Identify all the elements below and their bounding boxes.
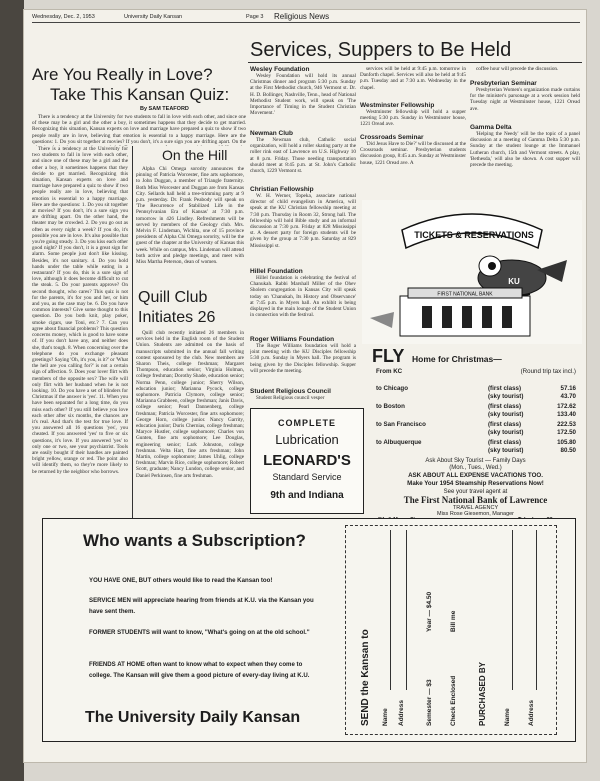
love-body: There is a tendency at the University for two students to fall in love with each other, and since one of these may be a girl and the other a boy, it sometimes happens that they decide to get married. Recognizing this situation, Kansan experts on love and marriage have prepared a quiz to show if two people really are in love, believing that emotion is essential to a happy marriage. Here are the questions: 1. Do you sit together at movies? If you don't, it's a sure sign you are drifting apart. On the other hand, the theater may be crowded. 2. Do you go out as often as every night a week? If you do, it's possible you are in love. It's also possible that you're going steady. 3. Do you kiss each other good night? If you don't, it is a great sign for alarm. Some people just don't like kissing. Besides, it's not sanitary. 4. Do you hold hands under the table while eating in a restaurant? If you do, this is a sure sign of love, although it does become difficult to cut the steak. 5. Do your parents approve? On second thought, who cares? This quiz is not for the parents, it's for you and her, or him and you, as the case may be. 6. Do you have common interests? Give some thought to this question. Do you both knit, play poker, smoke cigars, use Toni, etc.? 7. Can you agree about financial problems? This question concerns money, which is good to have some of. If you don't have any, and neither does she, that's tough. 8. When concerning over the telephone do you exchange pleasant greetings? Saying 'Oh, it's you, is it?' or 'What the hell are you calling for?' is not a certain sign of affection. 9. Does your lover flirt with members of the opposite sex? The wife will only flirt with her husband when he is not looking. 10. Do you have a set of blinders for Christmas if the answer is 'yes'. 11. When you have been separated for a long time, do you miss each other? If you still believe you love each other after six months, the chances are it's real. And that's the test for true love. If you answered all 16 questions 'yes', you cheated. If you answered 'yes' to five or six questions, it's love. If you answered 'yes' to only one or two, see your psychiatrist. Tools are easily bought if their handles are painted bright yellow, orange or red. The point also will identify them, so they're more likely to be returned by the neighbor who borrows. bbox=[32, 146, 128, 475]
form-line bbox=[512, 530, 513, 690]
subscription-form[interactable] bbox=[345, 525, 557, 735]
form-name: Name bbox=[382, 708, 389, 726]
lubrication-ad bbox=[250, 408, 364, 514]
cartoon-illustration bbox=[362, 200, 582, 344]
fare-row: to San Francisco (first class) 222.53 bbox=[376, 421, 576, 428]
lube-line2: Lubrication bbox=[275, 432, 339, 447]
subscription-p4: FRIENDS AT HOME often want to know what to expect when they come to college. The Kansan will give them a good picture of every-day living at K.U. bbox=[89, 661, 310, 679]
binding-spine bbox=[0, 0, 24, 781]
hill-title: On the Hill bbox=[162, 147, 228, 163]
form-year[interactable]: Year — $4.50 bbox=[426, 591, 433, 632]
form-line bbox=[536, 530, 537, 690]
page-header bbox=[32, 12, 580, 23]
cartoon-bird-mark: KU bbox=[508, 277, 520, 286]
form-address2: Address bbox=[528, 699, 535, 726]
bank-name: The First National Bank of Lawrence bbox=[403, 495, 548, 505]
subscription-ad bbox=[42, 518, 576, 742]
fare-row: (sky tourist) 133.40 bbox=[488, 411, 576, 418]
fly-ask4: Make Your 1954 Steamship Reservations Now! bbox=[407, 480, 544, 487]
love-subtitle: Take This Kansan Quiz: bbox=[50, 85, 230, 104]
fare-row: (sky tourist) 80.50 bbox=[488, 447, 576, 454]
form-check[interactable]: Check Enclosed bbox=[450, 675, 457, 726]
form-semester[interactable]: Semester — $3 bbox=[426, 679, 433, 726]
fly-ask2: (Mon., Tues., Wed.) bbox=[449, 465, 502, 471]
quill-title: Quill Club bbox=[138, 289, 208, 306]
fly-title: FLY bbox=[372, 346, 405, 366]
lube-line5: 9th and Indiana bbox=[270, 490, 344, 501]
fare-row: to Chicago (first class) 57.16 bbox=[376, 385, 576, 392]
fly-from: From KC bbox=[376, 368, 403, 375]
header-page: Page 3 bbox=[246, 14, 264, 20]
header-section: Religious News bbox=[274, 12, 330, 21]
love-byline: By SAM TEAFORD bbox=[140, 106, 189, 112]
cartoon-building-sign: FIRST NATIONAL BANK bbox=[437, 291, 493, 298]
header-date: Wednesday, Dec. 2, 1953 bbox=[32, 14, 95, 20]
form-bill[interactable]: Bill me bbox=[450, 610, 457, 632]
fly-ask5: See your travel agent at bbox=[443, 489, 508, 495]
subscription-p2: SERVICE MEN will appreciate hearing from friends at K.U. via the Kansan you have sent them. bbox=[89, 597, 314, 615]
quill-subtitle: Initiates 26 bbox=[138, 309, 216, 326]
quill-body: Quill club recently initiated 26 members in services held in the English room of the Student Union. Students are admitted on the basis of manuscripts submitted in the annual fall writing contest sponsored by the club. New members are Sharon Theis, college freshman; Margaret Thompson, education senior; Virginia Holman, college freshman; Dorothy Shade, education senior; Norma Penn, college junior; Sherry Wilson, education junior; Marianna Pycock, college sophomore. Patricia Clymore, college senior; Marianna Grabbeen, college freshman; Janis Davis, college senior; Pearl Dannenberg, college freshman; Patricia Worcester, fine arts sophomore; George Horn, college junior. Nancy Garrity, education junior; Duris Chernias, college freshman; Maryce Hustler, college sophomore; Charles von Gunten, fine arts sophomore; Lee Douglas, engineering senior; Lark Johnston, college freshman. Velta Hart, fine arts freshman; John Martin, college sophomore; James Uhlig, college freshman; Marvin Rice, college sophomore; Robert Scott, graduate; Nancy Lundon, college senior, and Daniel Perkinsen, fine arts freshman. bbox=[136, 330, 244, 479]
love-intro: There is a tendency at the University for two students to fall in love with each other, and since one of these may be a girl and the other a boy, it sometimes happens that they decide to get married. Recognizing this situation, Kansan experts on love and marriage have prepared a quiz to show if two people really are in love, believing that emotion is essential to a happy marriage. Here are the questions: 1. Do you sit together at movies? If you don't, it's a sure sign you are drifting apart. On the bbox=[32, 114, 246, 145]
header-paper: University Daily Kansan bbox=[124, 14, 183, 20]
form-name2: Name bbox=[504, 708, 511, 726]
lube-line4: Standard Service bbox=[272, 472, 342, 482]
form-address: Address bbox=[398, 699, 405, 726]
fare-row: to Albuquerque (first class) 105.80 bbox=[376, 439, 576, 446]
subscription-p3: FORMER STUDENTS will want to know, "What's going on at the old school." bbox=[89, 629, 310, 636]
form-line bbox=[390, 530, 391, 690]
bank-agency: TRAVEL AGENCY bbox=[452, 505, 499, 511]
newspaper-page: Wednesday, Dec. 2, 1953 University Daily Kansan Page 3 Religious News Are You Really in Love? Take This Kansan Quiz: By SAM TEAFORD There is a tendency at the University for two students to fall in love with each other, and since one of these may be a girl and the other a boy, it sometimes happens that they decide to get married. Recognizing this situation, Kansan experts on love and marriage have prepared a quiz to show if two people really are in love, believing that emotion is essential to a happy marriage. Here are the questions: 1. Do you sit together at movies? If you don't, it's a sure sign you are drifting apart. On the There is a tendency at the University for two students to fall in love with each other, and since one of these may be a girl and the other a boy, it sometimes happens that they decide to get married. Recognizing this situation, Kansan experts on love and marriage have prepared a quiz to show if two people really are in love, believing that emotion is essential to a happy marriage. Here are the questions: 1. Do you sit together at movies? If you don't, it's a sure sign you are drifting apart. On the other hand, the theater may be crowded. 2. Do you go out as often as every night a week? If you do, it's possible you are in love. It's also possible that you're going steady. 3. Do you kiss each other good night? If you don't, it is a great sign for alarm. Some people just don't like kissing. Besides, it's not sanitary. 4. Do you hold hands under the table while eating in a restaurant? If you do, this is a sure sign of love, although it does become difficult to cut the steak. 5. Do your parents approve? On second thought, who cares? This quiz is not for the parents, it's for you and her, or him and you, as the case may be. 6. Do you have common interests? Give some thought to this question. Do you both knit, play poker, smoke cigars, use Toni, etc.? 7. Can you agree about financial problems? This question concerns money, which is good to have some of. If you don't have any, and neither does she, that's tough. 8. When concerning over the telephone do you exchange pleasant greetings? Saying 'Oh, it's you, is it?' or 'What the hell are you calling for?' is not a certain sign of affection. 9. Does your lover flirt with members of the opposite sex? The wife will only flirt with her husband when he is not looking. 10. Do you have a set of blinders for Christmas if the answer is 'yes'. 11. When you have been separated for a long time, do you miss each other? If you still believe you love each other after six months, the chances are it's real. And that's the test for true love. If you answered all 16 questions 'yes', you cheated. If you answered 'yes' to five or six questions, it's love. If you answered 'yes' to only one or two, see your psychiatrist. Tools are easily bought if their handles are painted bright yellow, orange or red. The point also will identify them, so they're more likely to be returned by the neighbor who borrows. On the Hill Alpha Chi Omega sorority announces the pinning of Patricia Worcester, fine arts sophomore, to John Duggan, a member of Triangle fraternity. Both Miss Worcester and Duggan are from Kansas City. Sellards hall held a tree-trimming party at 9 p.m. yesterday. Dr. Frank Peabody will speak on 'The Recurrence of Stabilized Life in the Pennsylvanian Era of Kansas' at 7:30 p.m. tomorrow in 426 Lindley. Refreshments will be served by members of the Geology club. Mrs. Melvin F. Lindeman, Wichita, one of 15 province presidents of Alpha Chi Omega sorority, will be the guest of the chapter at the University of Kansas this week. While on campus, Mrs. Lindeman will attend both active and pledge meetings, and meet with Miss Martha Peterson, dean of women. Quill Club Initiates 26 Quill club recently initiated 26 members in services held in the English room of the Student Union. Students are admitted on the basis of manuscripts submitted in the annual fall writing contest sponsored by the club. New members are Sharon Theis, college freshman; Margaret Thompson, education senior; Virginia Holman, college freshman; Dorothy Shade, education senior; Norma Penn, college junior; Sherry Wilson, education junior; Marianna Pycock, college sophomore. Patricia Clymore, college senior; Marianna Grabbeen, college freshman; Janis Davis, college senior; Pearl Dannenberg, college freshman; Patricia Worcester, fine arts sophomore; George Horn, college junior. Nancy Garrity, education junior; Duris Chernias, college freshman; Maryce Hustler, college sophomore; Charles von Gunten, fine arts sophomore; Lee Douglas, engineering senior; Lark Johnston, college freshman. Velta Hart, fine arts freshman; John Martin, college sophomore; James Uhlig, college freshman; Marvin Rice, college sophomore; Robert Scott, graduate; Nancy Lundon, college senior, and Daniel Perkinsen, fine arts freshman. Services, Suppers to Be Held Wesley Foundation Wesley Foundation will hold its annual Christmas dinner and program 5:30 p.m. Sunday at the First Methodist church, 946 Vermont st. Dr. H. D. Bollinger, Nashville, Tenn., head of National Methodist Student work, will speak on 'The Importance of Timing in the Student Christian Movement.' Newman Club The Newman club, Catholic social organization, will hold a roller skating party at the roller rink east of Lawrence on U.S. Highway 10 at 8 p.m. Friday. Those needing transportation should meet at 8:45 p.m. at St. John's Catholic church, 1229 Vermont st. Christian Fellowship W. H. Werner, Topeka, associate national director of child evangelism in America, will speak at the KU Christian fellowship meeting at 7:30 p.m. Thursday in Room 32, Strong hall. The fellowship will hold Bible study and an informal discussion at 7:30 p.m. Friday at 828 Mississippi st. A dessert party for foreign students will be given by the group at 7:30 p.m. Saturday at 829 Mississippi st. Hillel Foundation Hillel foundation is celebrating the festival of Chanukah. Rabbi Marshall Miller of the Ohev Sholem congregation in Kansas City will speak today on 'Chanukah, Its History and Observance' at 7:45 p.m. in Myers hall. An exhibit is being displayed in the main lounge of the Student Union in connection with the festival. Roger Williams Foundation The Roger Williams foundation will hold a joint meeting with the KU Disciples fellowship 5:30 p.m. Sunday in Myers hall. The program is being given by the Disciples fellowship. Supper will precede the meeting. Student Religious Council Student Religious council vesper services will be held at 9:45 p.m. tomorrow in Danforth chapel. Services will also be held at 9:45 p.m. Tuesday and at 7:30 a.m. Wednesday in the chapel. Westminster Fellowship Westminster fellowship will hold a supper meeting 5:30 p.m. Sunday in Westminster house, 1221 Oread ave. Crossroads Seminar 'Did Jesus Have to Die?' will be discussed at the Crossroads seminar. Presbyterian students discussion group, 8:45 a.m. Sunday at Westminster house, 1221 Oread ave. A coffee hour will precede the discussion. Presbyterian Seminar Presbyterian Women's organization made curtains for the minister's parsonage at a work session held Tuesday night at Westminster house, 1221 Oread ave. Gamma Delta 'Helping the Needy' will be the topic of a panel discussion at a meeting of Gamma Delta 5:30 p.m. Sunday at the student lounge at the Immanuel Lutheran church, 15th and Vermont streets. A play, 'Bethesda,' will also be shown. A cost supper will precede the meeting. TICKETS & RESERVATIONS KU FIRST NATIONAL BANK COMPLETE Lubrication LEONARD'S Standard Service 9th and Indiana FLY Home for Christmas— From KC (Round trip tax incl.) to Chicago (first class) 57.16 (sky tourist) 43.70 to Boston (first class) 172.62 (sky tourist) 133.40 to San Francisco (first class) 222.53 (sky tourist) 172.50 to Albuquerque (first class) 105.80 (sky tourist) 80.50 Ask About Sky Tourist — Family Days (Mon., Tues., Wed.) ASK ABOUT ALL EXPENSE VACATIONS TOO. Make Your 1954 Steamship Reservations Now! See your travel agent at The First National Bank of Lawrence TRAVEL AGENCY Miss Rose Giesemon, Manager Who wants a Subscription? YOU HAVE ONE, BUT others would like to read the Kansan too! SERVICE MEN will appreciate hearing from friends at K.U. via the Kansan you have sent them. FORMER STUDENTS will want to know, "What's going on at the old school." FRIENDS AT HOME often want to know what to expect when they come to college. The Kansan will give them a good picture of every-day living at K.U. The University Daily Kansan SEND the Kansan to Name Address Semester — $3 Year — $4.50 Check Enclosed Bill me PURCHASED BY Name Address bbox=[24, 10, 586, 762]
form-line bbox=[406, 530, 407, 690]
services-title: Services, Suppers to Be Held bbox=[250, 39, 512, 61]
subscription-title: Who wants a Subscription? bbox=[83, 531, 306, 550]
cartoon-sign: TICKETS & RESERVATIONS bbox=[414, 230, 534, 240]
services-rule bbox=[248, 62, 582, 63]
fare-row: (sky tourist) 43.70 bbox=[488, 393, 576, 400]
subscription-p1: YOU HAVE ONE, BUT others would like to read the Kansan too! bbox=[89, 577, 273, 584]
fly-trip-head: (Round trip tax incl.) bbox=[520, 368, 576, 375]
fly-headline: Home for Christmas— bbox=[412, 354, 502, 364]
fly-ask3: ASK ABOUT ALL EXPENSE VACATIONS TOO. bbox=[408, 472, 543, 479]
bank-cartoon bbox=[362, 200, 582, 344]
fare-row: (sky tourist) 172.50 bbox=[488, 429, 576, 436]
fly-ad bbox=[368, 340, 583, 520]
bank-manager: Miss Rose Giesemon, Manager bbox=[436, 511, 515, 517]
form-purchased: PURCHASED BY bbox=[478, 661, 487, 726]
form-send: SEND the Kansan to bbox=[360, 629, 371, 726]
fare-row: to Boston (first class) 172.62 bbox=[376, 403, 576, 410]
hill-body: Alpha Chi Omega sorority announces the pinning of Patricia Worcester, fine arts sophomore, to John Duggan, a member of Triangle fraternity. Both Miss Worcester and Duggan are from Kansas City. Sellards hall held a tree-trimming party at 9 p.m. yesterday. Dr. Frank Peabody will speak on 'The Recurrence of Stabilized Life in the Pennsylvanian Era of Kansas' at 7:30 p.m. tomorrow in 426 Lindley. Refreshments will be served by members of the Geology club. Mrs. Melvin F. Lindeman, Wichita, one of 15 province presidents of Alpha Chi Omega sorority, will be the guest of the chapter at the University of Kansas this week. While on campus, Mrs. Lindeman will attend both active and pledge meetings, and meet with Miss Martha Peterson, dean of women. bbox=[136, 166, 244, 266]
love-title: Are You Really in Love? bbox=[32, 65, 213, 84]
subscription-brand: The University Daily Kansan bbox=[85, 709, 301, 726]
lube-line1: COMPLETE bbox=[277, 418, 336, 428]
lube-line3: LEONARD'S bbox=[263, 452, 351, 469]
fly-ask1: Ask About Sky Tourist — Family Days bbox=[425, 458, 526, 464]
